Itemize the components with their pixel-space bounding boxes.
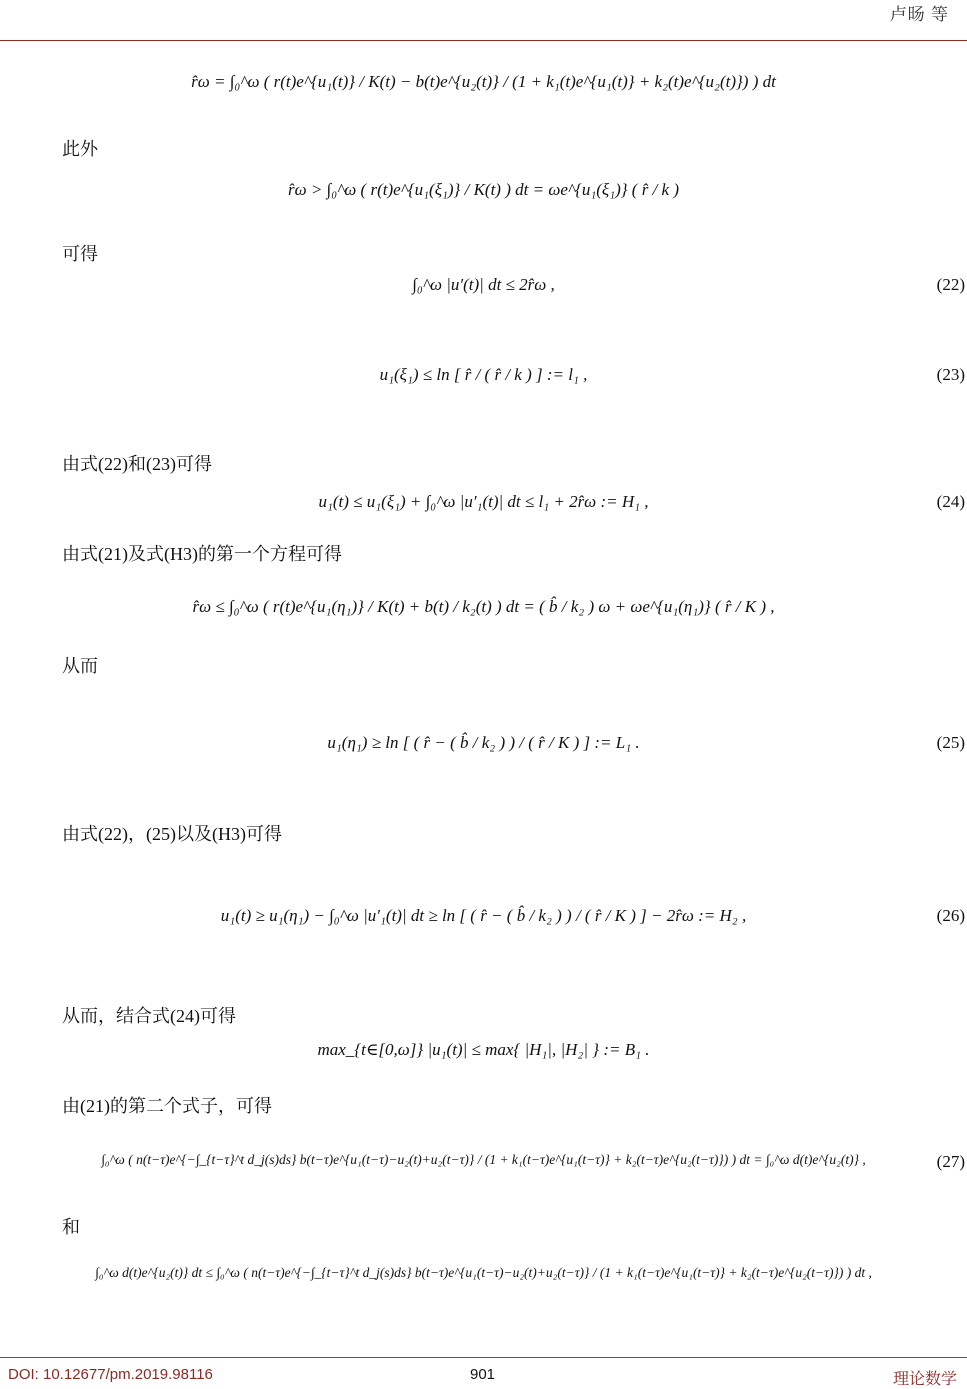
equation-25: u₁(η₁) ≥ ln [ ( r̂ − ( b̂ / k₂ ) ) / ( r̂ / K ) ] := L₁ . [327, 733, 640, 752]
equation-22: ∫₀^ω |u′(t)| dt ≤ 2r̂ω , [412, 275, 555, 294]
equation-24: u₁(t) ≤ u₁(ξ₁) + ∫₀^ω |u′₁(t)| dt ≤ l₁ + 2r̂ω := H₁ , [318, 492, 649, 511]
paragraph-text: 由式(21)及式(H3)的第一个方程可得 [62, 544, 342, 564]
paragraph-text: 由式(22)和(23)可得 [62, 454, 212, 474]
equation-r-omega-upper-bound: r̂ω ≤ ∫₀^ω ( r(t)e^{u₁(η₁)} / K(t) + b(t) / k₂(t) ) dt = ( b̂ / k₂ ) ω + ωe^{u₁(η₁)} ( r̂ / K ) , [192, 597, 775, 616]
equation-number-24: (24) [936, 492, 965, 511]
equation-r-omega-integral: r̂ω = ∫₀^ω ( r(t)e^{u₁(t)} / K(t) − b(t)e^{u₂(t)} / (1 + k₁(t)e^{u₁(t)} + k₂(t)e^{u₂(t)}) ) dt [191, 72, 776, 91]
equation-23: u₁(ξ₁) ≤ ln [ r̂ / ( r̂ / k ) ] := l₁ , [379, 365, 588, 384]
equation-max-bound: max_{t∈[0,ω]} |u₁(t)| ≤ max{ |H₁|, |H₂| } := B₁ . [317, 1040, 650, 1059]
paragraph-text: 可得 [62, 244, 98, 264]
equation-number-26: (26) [936, 906, 965, 925]
footer-doi: DOI: 10.12677/pm.2019.98116 [8, 1366, 213, 1383]
footer-journal-name: 理论数学 [892, 1371, 957, 1388]
equation-number-25: (25) [936, 733, 965, 752]
footer-rule [0, 1357, 967, 1358]
paragraph-text: 和 [62, 1217, 80, 1237]
equation-number-22: (22) [936, 275, 965, 294]
equation-number-27: (27) [936, 1152, 965, 1171]
paragraph-text: 从而 [62, 656, 98, 676]
equation-number-23: (23) [936, 365, 965, 384]
paragraph-text: 从而，结合式(24)可得 [62, 1006, 236, 1026]
paragraph-text: 此外 [62, 139, 98, 159]
footer-page-number: 901 [470, 1366, 496, 1383]
header-rule [0, 40, 967, 41]
equation-27: ∫₀^ω ( n(t−τ)e^{−∫_{t−τ}^t d_j(s)ds} b(t−τ)e^{u₁(t−τ)−u₂(t)+u₂(t−τ)} / (1 + k₁(t−τ)e^{u₁(t−τ)} + k₂(t−τ)e^{u₂(t−τ)}) ) dt = ∫₀^ω d(t)e^{u₂(t)} , [101, 1152, 866, 1167]
paragraph-text: 由式(22)，(25)以及(H3)可得 [62, 824, 282, 844]
equation-d-integral-bound: ∫₀^ω d(t)e^{u₂(t)} dt ≤ ∫₀^ω ( n(t−τ)e^{−∫_{t−τ}^t d_j(s)ds} b(t−τ)e^{u₁(t−τ)−u₂(t)+u₂(t−τ)} / (1 + k₁(t−τ)e^{u₁(t−τ)} + k₂(t−τ)e^{u₂(t−τ)}) ) dt , [95, 1265, 872, 1280]
paragraph-text: 由(21)的第二个式子，可得 [62, 1096, 272, 1116]
equation-26: u₁(t) ≥ u₁(η₁) − ∫₀^ω |u′₁(t)| dt ≥ ln [ ( r̂ − ( b̂ / k₂ ) ) / ( r̂ / K ) ] − 2r̂ω := H₂ , [220, 906, 747, 925]
equation-r-omega-lower-bound: r̂ω > ∫₀^ω ( r(t)e^{u₁(ξ₁)} / K(t) ) dt = ωe^{u₁(ξ₁)} ( r̂ / k ) [287, 180, 680, 199]
running-header-author: 卢旸 等 [889, 5, 949, 24]
